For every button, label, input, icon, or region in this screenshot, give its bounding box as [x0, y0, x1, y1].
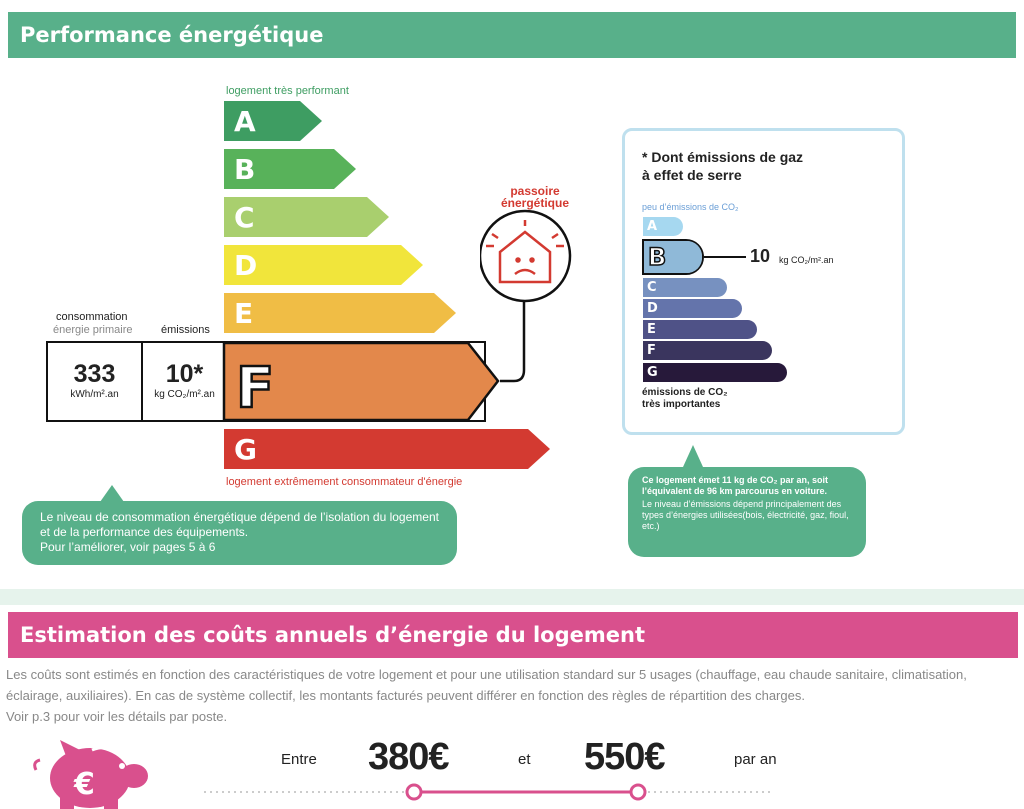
consumption-value: 333 [73, 360, 116, 388]
emissions-cell [145, 343, 224, 420]
ges-class-g: G [643, 363, 787, 382]
piggy-euro-symbol: € [74, 767, 95, 802]
ges-class-e: E [643, 320, 757, 339]
dpe-class-c [224, 197, 389, 237]
ges-bottom-label [642, 387, 728, 411]
dpe-bottom-label: logement extrêmement consommateur d'énergie [226, 476, 463, 488]
dpe-class-b [224, 149, 356, 189]
ges-class-f: F [643, 341, 772, 360]
piggy-bank-icon [30, 738, 150, 809]
emissions-unit: kg CO₂/m².an [154, 389, 215, 400]
ges-title [642, 148, 803, 184]
cost-max: 550€ [584, 736, 665, 778]
dpe-class-e [224, 293, 456, 333]
ges-value: 10 [750, 246, 771, 266]
ges-title-line1: * Dont émissions de gaz [642, 149, 804, 165]
cost-max-marker [631, 785, 645, 799]
dpe-current-letter: F [236, 356, 275, 421]
cost-between-label: Entre [281, 751, 317, 768]
dpe-note-bubble [22, 501, 457, 565]
consumption-unit: kWh/m².an [70, 389, 119, 400]
ges-note-pointer [683, 445, 703, 467]
ges-bottom-label-1: émissions de CO₂ [642, 387, 728, 398]
dpe-class-g [224, 429, 550, 469]
dpe-note-text: Le niveau de consommation énergétique dépend de l’isolation du logement et de la performance des équipements. [40, 510, 439, 539]
dpe-note-link-text: Pour l’améliorer, voir pages 5 à 6 [40, 540, 216, 554]
ges-current-letter: B [644, 241, 702, 273]
dpe-class-letter: C [224, 197, 367, 237]
consumption-cell [48, 343, 143, 420]
costs-description [6, 664, 1018, 727]
ges-class-a: A [643, 217, 683, 236]
dpe-class-letter: G [224, 429, 528, 469]
passoire-line2: énergétique [500, 196, 569, 210]
ges-value-line [704, 256, 746, 258]
section-header-costs: Estimation des coûts annuels d’énergie du logement [8, 612, 1018, 658]
cost-and-label: et [518, 751, 531, 768]
section-separator [0, 589, 1024, 605]
ges-class-d: D [643, 299, 742, 318]
cost-range-scale [200, 782, 780, 804]
passoire-label [495, 185, 575, 209]
dpe-class-d [224, 245, 423, 285]
passoire-connector [480, 180, 590, 386]
section-header-performance: Performance énergétique [8, 12, 1016, 58]
cost-per-year-label: par an [734, 751, 777, 768]
passoire-line1: passoire [510, 184, 560, 198]
ges-note-bold: Ce logement émet 11 kg de CO₂ par an, soit l’équivalent de 96 km parcourus en voiture. [642, 475, 829, 496]
emissions-value: 10* [165, 360, 204, 388]
dpe-top-label: logement très performant [226, 85, 349, 97]
emissions-label: émissions [161, 324, 210, 336]
dpe-class-letter: E [224, 293, 434, 333]
dpe-class-a [224, 101, 322, 141]
dpe-class-letter: D [224, 245, 401, 285]
cost-min-marker [407, 785, 421, 799]
ges-class-c: C [643, 278, 727, 297]
dpe-current-arrow [222, 341, 504, 422]
ges-value-unit: kg CO₂/m².an [779, 255, 834, 265]
dpe-class-letter: B [224, 149, 334, 189]
ges-bottom-label-2: très importantes [642, 399, 721, 410]
consumption-sublabel: énergie primaire [53, 324, 133, 336]
ges-note-bubble [628, 467, 866, 557]
dpe-class-letter: A [224, 101, 300, 141]
ges-title-line2: à effet de serre [642, 167, 742, 183]
costs-details-note: Voir p.3 pour voir les détails par poste. [6, 709, 228, 724]
ges-note-text: Le niveau d’émissions dépend principalement des types d’énergies utilisées(bois, électricité, gaz, fioul, etc.) [642, 499, 849, 531]
connector-line [500, 292, 524, 381]
ges-top-label: peu d’émissions de CO₂ [642, 202, 739, 212]
cost-min: 380€ [368, 736, 449, 778]
ges-current-box [642, 239, 704, 275]
consumption-label: consommation [56, 311, 128, 323]
dpe-note-pointer [100, 485, 124, 502]
costs-description-text: Les coûts sont estimés en fonction des caractéristiques de votre logement et pour une utilisation standard sur 5 usages (chauffage, eau chaude sanitaire, climatisation, éclairage, auxiliaires). En cas de système collectif, les montants facturés peuvent différer en fonction des règles de répartition des charges. [6, 667, 967, 703]
